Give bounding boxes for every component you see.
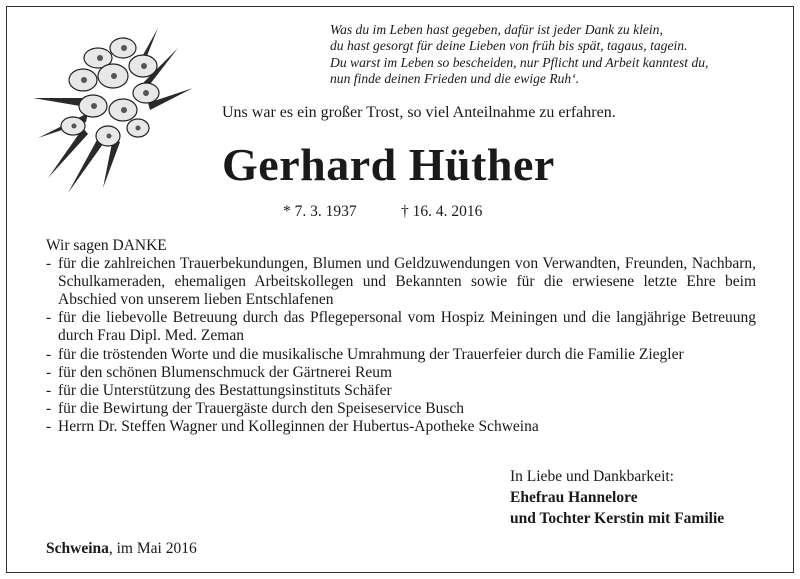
place-date — [46, 540, 197, 558]
list-item-text: für die zahlreichen Trauerbekundungen, Blumen und Geldzuwendungen von Verwandten, Freunden, Nachbarn, Schulkameraden, ehemaligen Arbeitskollegen und Bekannten sowie für die erwiesene letzte Ehre beim Abschied von unserem lieben Entschlafenen — [58, 255, 756, 309]
deceased-name: Gerhard Hüther — [222, 139, 555, 190]
list-item: - für die tröstenden Worte und die musikalische Umrahmung der Trauerfeier durch die Familie Ziegler — [46, 346, 756, 364]
closing-signature — [510, 466, 724, 529]
signature-daughter: und Tochter Kerstin mit Familie — [510, 510, 725, 527]
place-date-text: , im Mai 2016 — [108, 540, 197, 557]
list-item-text: für die liebevolle Betreuung durch das Pflegepersonal vom Hospiz Meiningen und die langjährige Betreuung durch Frau Dipl. Med. Zeman — [58, 309, 756, 345]
poem-line: Du warst im Leben so bescheiden, nur Pflicht und Arbeit kanntest du, — [330, 54, 709, 70]
place-town: Schweina — [46, 540, 109, 557]
list-item: - für die Bewirtung der Trauergäste durch den Speiseservice Busch — [46, 400, 756, 418]
condolence-line: Uns war es ein großer Trost, so viel Anteilnahme zu erfahren. — [222, 104, 616, 121]
poem — [330, 22, 770, 88]
list-item: - für die zahlreichen Trauerbekundungen, Blumen und Geldzuwendungen von Verwandten, Freunden, Nachbarn, Schulkameraden, ehemaligen Arbeitskollegen und Bekannten sowie für die erwiesene letzte Ehre beim Abschied von unserem lieben Entschlafenen — [46, 255, 756, 309]
list-item: - Herrn Dr. Steffen Wagner und Kolleginnen der Hubertus-Apotheke Schweina — [46, 418, 756, 436]
closing-line: In Liebe und Dankbarkeit: — [510, 468, 674, 485]
thanks-section — [46, 237, 756, 436]
list-item-text: für die Unterstützung des Bestattungsinstituts Schäfer — [58, 381, 392, 399]
poem-line: Was du im Leben hast gegeben, dafür ist jeder Dank zu klein, — [330, 22, 663, 37]
list-item-text: für den schönen Blumenschmuck der Gärtnerei Reum — [58, 363, 393, 381]
thanks-heading: Wir sagen DANKE — [46, 237, 167, 254]
list-item: - für die liebevolle Betreuung durch das Pflegepersonal vom Hospiz Meiningen und die langjährige Betreuung durch Frau Dipl. Med. Zeman — [46, 309, 756, 345]
flower-bouquet-icon — [28, 18, 203, 193]
list-item-text: für die Bewirtung der Trauergäste durch den Speiseservice Busch — [58, 399, 465, 417]
signature-wife: Ehefrau Hannelore — [510, 489, 638, 506]
list-item-text: Herrn Dr. Steffen Wagner und Kolleginnen der Hubertus-Apotheke Schweina — [58, 417, 539, 435]
list-item: - für den schönen Blumenschmuck der Gärtnerei Reum — [46, 364, 756, 382]
death-date: † 16. 4. 2016 — [401, 203, 483, 220]
birth-date: * 7. 3. 1937 — [283, 203, 357, 220]
list-item: - für die Unterstützung des Bestattungsinstituts Schäfer — [46, 382, 756, 400]
poem-line: nun finde deinen Frieden und die ewige Ruh‘. — [330, 71, 580, 87]
list-item-text: für die tröstenden Worte und die musikalische Umrahmung der Trauerfeier durch die Familie Ziegler — [58, 345, 684, 363]
poem-line: du hast gesorgt für deine Lieben von früh bis spät, tagaus, tagein. — [330, 38, 688, 54]
